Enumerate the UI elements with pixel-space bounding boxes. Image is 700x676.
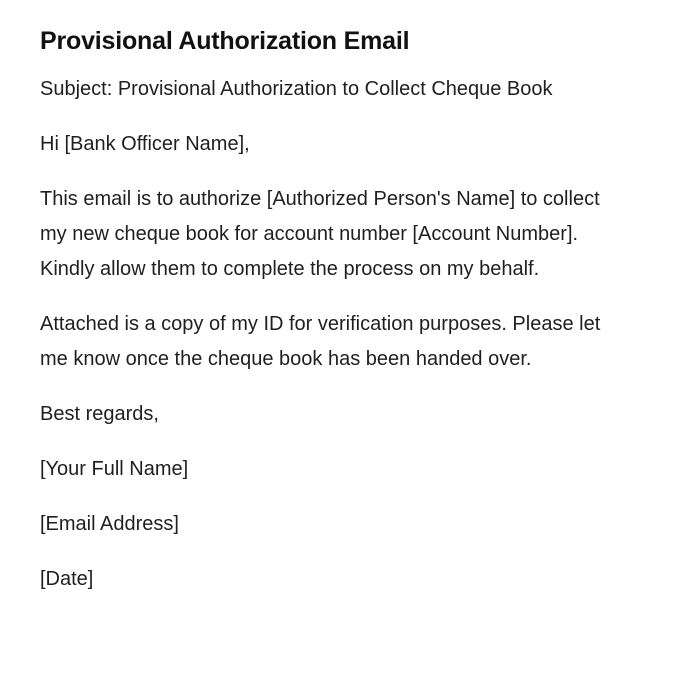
email-greeting: Hi [Bank Officer Name], bbox=[40, 133, 250, 155]
email-body-paragraph-2: Attached is a copy of my ID for verification purposes. Please let me know once the cheque book has been handed over. bbox=[40, 313, 601, 370]
signature-date: [Date] bbox=[40, 568, 94, 590]
email-body-paragraph-1: This email is to authorize [Authorized Person's Name] to collect my new cheque book for account number [Account Number]. Kindly allow them to complete the process on my behalf. bbox=[40, 188, 600, 280]
signature-email: [Email Address] bbox=[40, 513, 179, 535]
email-subject: Subject: Provisional Authorization to Collect Cheque Book bbox=[40, 78, 553, 100]
signature-name: [Your Full Name] bbox=[40, 458, 189, 480]
document-title: Provisional Authorization Email bbox=[40, 27, 410, 55]
email-closing: Best regards, bbox=[40, 403, 159, 425]
